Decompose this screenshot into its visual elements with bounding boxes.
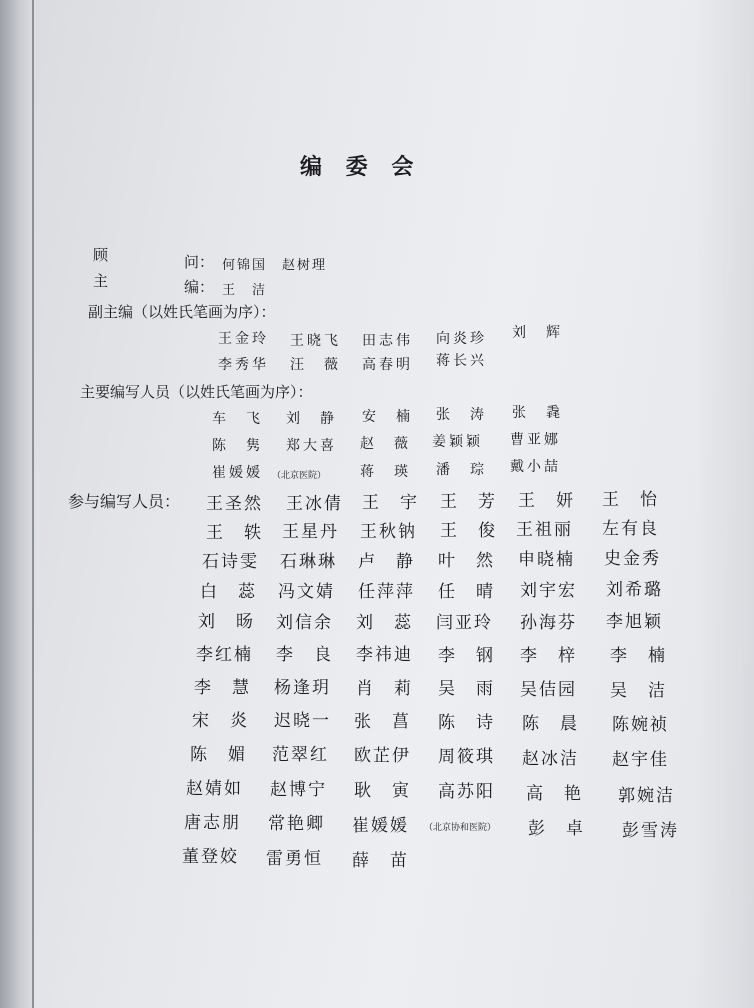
deputy-name: 高春明	[362, 357, 413, 373]
participant-affiliation-note: （北京协和医院）	[424, 823, 497, 833]
participant-name: 王圣然	[206, 494, 263, 514]
participant-name: 左有良	[602, 519, 659, 539]
writer-name: 车 飞	[212, 411, 263, 427]
participant-name: 刘希璐	[606, 580, 663, 600]
participant-name: 石诗雯	[202, 552, 259, 572]
participant-name: 耿 寅	[354, 781, 411, 801]
participant-name: 石琳琳	[280, 552, 337, 572]
participant-name: 孙海芬	[520, 613, 577, 633]
participant-name: 李 楠	[610, 646, 667, 666]
participant-name: 任 晴	[438, 582, 495, 602]
participant-name: 迟晓一	[274, 711, 331, 731]
participant-name: 雷勇恒	[266, 849, 323, 869]
participant-name: 史金秀	[604, 549, 661, 569]
participant-name: 任萍萍	[358, 582, 415, 602]
participant-name: 郭婉洁	[618, 786, 675, 806]
participant-name: 卢 静	[358, 552, 415, 572]
page-shadow	[694, 0, 754, 1008]
participant-name: 杨逢玥	[274, 678, 331, 698]
writer-name: 姜颖颖	[432, 434, 483, 450]
writer-name: 刘 静	[286, 411, 337, 427]
advisor-label-1: 顾	[93, 246, 109, 264]
participant-name: 崔媛媛	[352, 816, 409, 836]
participant-name: 唐志朋	[184, 813, 241, 833]
participant-name: 彭 卓	[528, 819, 585, 839]
writer-name: 安 楠	[362, 409, 413, 425]
advisor-names: 何锦国 赵树理	[222, 258, 328, 273]
advisor-label-2: 问：	[184, 253, 215, 271]
deputy-name: 田志伟	[362, 333, 413, 349]
participant-name: 李红楠	[196, 645, 253, 665]
participant-name: 薛 苗	[352, 851, 409, 871]
deputy-name: 王晓飞	[290, 333, 341, 349]
participant-name: 王 俊	[440, 521, 497, 541]
deputy-name: 李秀华	[218, 357, 269, 373]
participant-name: 吴佶园	[520, 680, 577, 700]
writer-name: 蒋 瑛	[360, 464, 411, 480]
participant-name: 高苏阳	[438, 782, 495, 802]
participant-name: 赵宇佳	[612, 750, 669, 770]
participant-name: 申晓楠	[518, 550, 575, 570]
participant-name: 范翠红	[272, 745, 329, 765]
participant-name: 陈 晨	[522, 714, 579, 734]
participant-name: 李 良	[276, 645, 333, 665]
chief-label-1: 主	[93, 272, 109, 290]
participant-name: 周筱琪	[438, 747, 495, 767]
participant-name: 王祖丽	[516, 520, 573, 540]
participant-name: 董登姣	[182, 847, 239, 867]
participant-name: 欧芷伊	[354, 746, 411, 766]
participant-name: 常艳卿	[268, 814, 325, 834]
participant-name: 刘信余	[276, 613, 333, 633]
participant-name: 肖 莉	[356, 679, 413, 699]
participant-name: 王 妍	[518, 491, 575, 511]
writer-name: 赵 薇	[360, 436, 411, 452]
deputy-name: 向炎珍	[436, 331, 487, 347]
participant-name: 李 梓	[520, 646, 577, 666]
participant-name: 王 芳	[440, 492, 497, 512]
participant-name: 王冰倩	[286, 494, 343, 514]
participant-name: 高 艳	[526, 784, 583, 804]
participant-name: 陈 媚	[190, 745, 247, 765]
deputy-heading: 副主编（以姓氏笔画为序）：	[88, 303, 276, 321]
participants-heading: 参与编写人员：	[68, 492, 181, 511]
participant-name: 李 钢	[438, 646, 495, 666]
participant-name: 白 蕊	[200, 582, 257, 602]
page-title: 编 委 会	[300, 154, 422, 180]
participant-name: 陈 诗	[438, 713, 495, 733]
writer-affiliation-note: （北京医院）	[272, 471, 327, 481]
deputy-name: 王金玲	[218, 331, 269, 347]
writer-name: 崔媛媛	[212, 465, 263, 481]
participant-name: 刘宇宏	[520, 581, 577, 601]
participant-name: 张 菖	[354, 712, 411, 732]
writer-name: 戴小喆	[510, 459, 561, 475]
participant-name: 赵冰洁	[522, 749, 579, 769]
participant-name: 李祎迪	[356, 645, 413, 665]
adjacent-page-edge	[0, 0, 34, 1008]
writer-name: 张 涛	[436, 407, 487, 423]
deputy-name: 蒋长兴	[436, 353, 487, 369]
main-writers-heading: 主要编写人员（以姓氏笔画为序）：	[80, 383, 313, 401]
participant-name: 宋 炎	[192, 711, 249, 731]
participant-name: 王 怡	[602, 490, 659, 510]
participant-name: 王 宇	[362, 493, 419, 513]
participant-name: 刘 旸	[198, 612, 255, 632]
participant-name: 王 轶	[206, 523, 263, 543]
participant-name: 吴 雨	[438, 679, 495, 699]
participant-name: 吴 洁	[610, 681, 667, 701]
writer-name: 曹亚娜	[510, 432, 561, 448]
participant-name: 叶 然	[438, 551, 495, 571]
participant-name: 陈婉祯	[612, 715, 669, 735]
participant-name: 王秋钠	[360, 522, 417, 542]
participant-name: 李 慧	[194, 678, 251, 698]
participant-name: 赵博宁	[270, 780, 327, 800]
participant-name: 刘 蕊	[356, 613, 413, 633]
participant-name: 闫亚玲	[436, 613, 493, 633]
chief-label-2: 编：	[184, 278, 215, 296]
writer-name: 郑大喜	[286, 438, 337, 454]
participant-name: 王星丹	[282, 522, 339, 542]
writer-name: 潘 琮	[436, 462, 487, 478]
writer-name: 陈 隽	[212, 438, 263, 454]
participant-name: 彭雪涛	[622, 821, 679, 841]
participant-name: 李旭颖	[606, 612, 663, 632]
participant-name: 赵婧如	[186, 779, 243, 799]
deputy-name: 刘 辉	[512, 325, 563, 341]
participant-name: 冯文婧	[278, 582, 335, 602]
deputy-name: 汪 薇	[290, 357, 341, 373]
writer-name: 张 毳	[512, 405, 563, 421]
chief-editor-names: 王 洁	[222, 283, 268, 298]
